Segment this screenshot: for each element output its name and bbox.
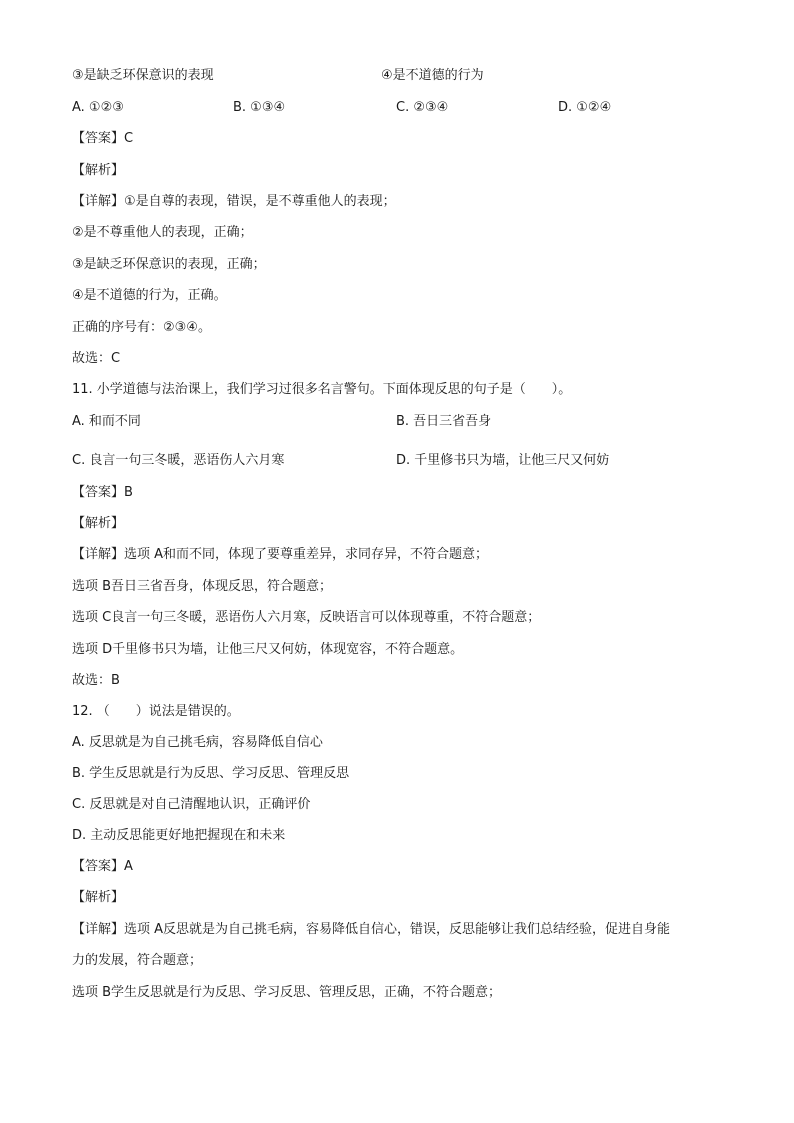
q10-answer: 【答案】C [72, 131, 134, 146]
q11-detail-line: 选项 D千里修书只为墙，让他三尺又何妨，体现宽容，不符合题意。 [72, 642, 464, 657]
q11-conclusion: 故选：B [72, 673, 120, 688]
q10-option-b: B. ①③④ [233, 100, 286, 115]
q11-answer: 【答案】B [72, 485, 133, 500]
q12-detail-line: 【详解】选项 A反思就是为自己挑毛病，容易降低自信心，错误，反思能够让我们总结经验，促进自身能 [72, 922, 671, 937]
q12-detail-line: 选项 B学生反思就是行为反思、学习反思、管理反思，正确，不符合题意； [72, 985, 502, 1000]
q11-option-d: D. 千里修书只为墙，让他三尺又何妨 [396, 453, 610, 468]
q12-option-d: D. 主动反思能更好地把握现在和未来 [72, 828, 286, 843]
q10-option-c: C. ②③④ [396, 100, 449, 115]
statement-3: ③是缺乏环保意识的表现 [72, 68, 214, 83]
q12-detail-line: 力的发展，符合题意； [72, 953, 203, 968]
q10-analysis-label: 【解析】 [72, 163, 125, 178]
q10-detail-line: ④是不道德的行为，正确。 [72, 288, 227, 303]
q11-detail-line: 【详解】选项 A和而不同，体现了要尊重差异，求同存异，不符合题意； [72, 547, 489, 562]
q12-option-b: B. 学生反思就是行为反思、学习反思、管理反思 [72, 766, 350, 781]
q10-option-a: A. ①②③ [72, 100, 124, 115]
q12-answer: 【答案】A [72, 859, 133, 874]
q12-analysis-label: 【解析】 [72, 890, 125, 905]
q11-detail-line: 选项 B吾日三省吾身，体现反思，符合题意； [72, 579, 333, 594]
q11-option-b: B. 吾日三省吾身 [396, 414, 492, 429]
q11-option-a: A. 和而不同 [72, 414, 141, 429]
statement-4: ④是不道德的行为 [381, 68, 484, 83]
q11-analysis-label: 【解析】 [72, 516, 125, 531]
q10-detail-line: ③是缺乏环保意识的表现，正确； [72, 257, 266, 272]
q11-option-c: C. 良言一句三冬暖，恶语伤人六月寒 [72, 453, 285, 468]
q10-detail-line: 【详解】①是自尊的表现，错误，是不尊重他人的表现； [72, 194, 396, 209]
q10-conclusion: 故选：C [72, 351, 121, 366]
q12-option-a: A. 反思就是为自己挑毛病，容易降低自信心 [72, 735, 323, 750]
q10-detail-line: ②是不尊重他人的表现，正确； [72, 225, 253, 240]
q10-detail-line: 正确的序号有：②③④。 [72, 320, 211, 335]
q10-option-d: D. ①②④ [558, 100, 612, 115]
q11-question: 11. 小学道德与法治课上，我们学习过很多名言警句。下面体现反思的句子是（ ）。 [72, 382, 572, 397]
q12-question: 12. （ ）说法是错误的。 [72, 704, 240, 719]
q11-detail-line: 选项 C良言一句三冬暖，恶语伤人六月寒，反映语言可以体现尊重，不符合题意； [72, 610, 541, 625]
q12-option-c: C. 反思就是对自己清醒地认识，正确评价 [72, 797, 311, 812]
